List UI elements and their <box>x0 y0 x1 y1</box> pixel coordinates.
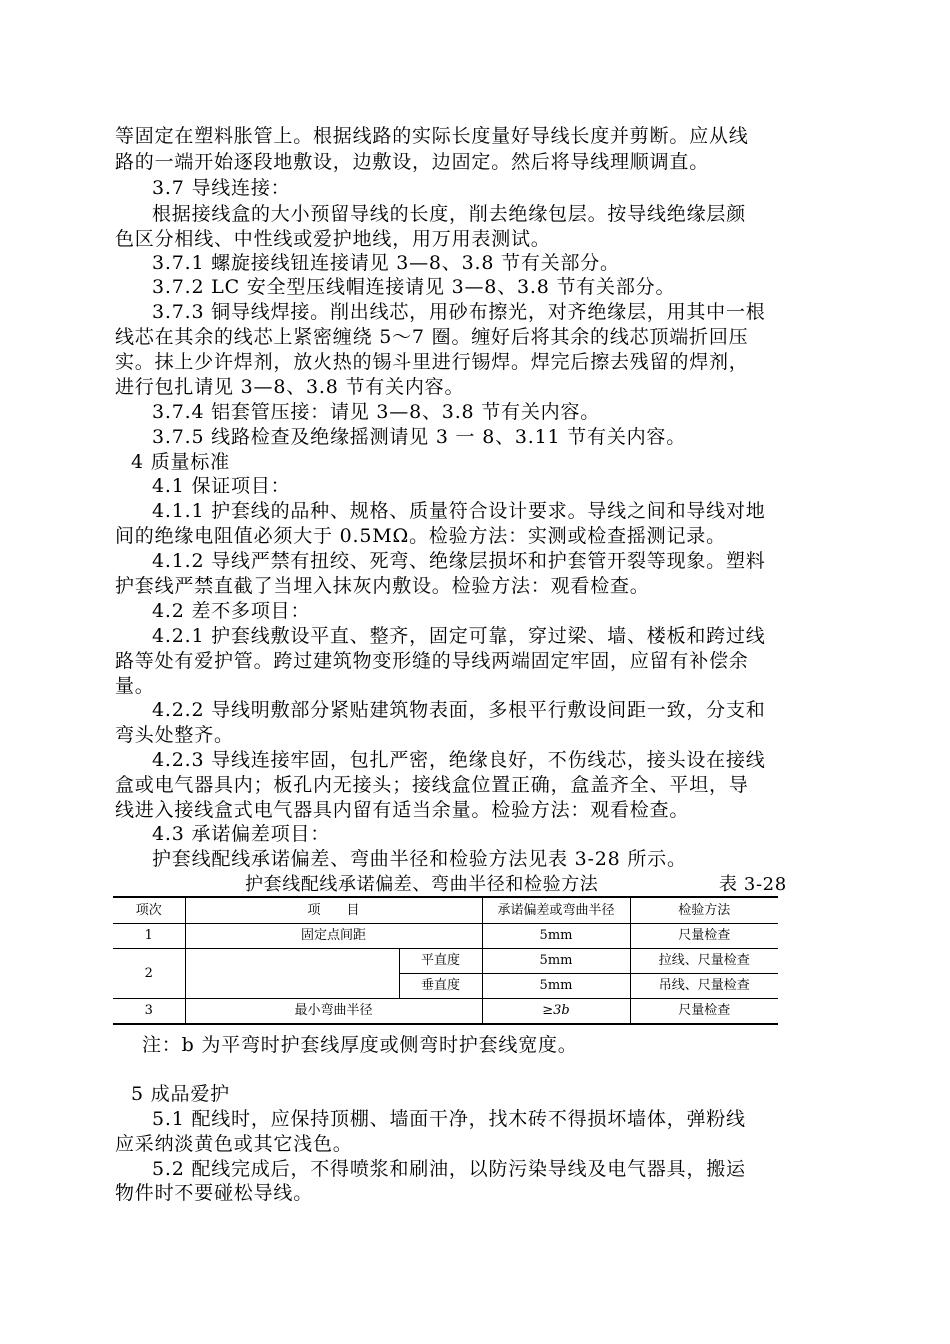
header-cell: 承诺偏差或弯曲半径 <box>482 897 630 924</box>
header-cell: 项次 <box>113 897 185 924</box>
table-cell: 尺量检查 <box>630 924 778 949</box>
paragraph-line: 4.1.1 护套线的品种、规格、质量符合设计要求。导线之间和导线对地 <box>152 500 766 522</box>
chapter-heading: 5 成品爱护 <box>131 1083 230 1105</box>
paragraph-line: 5.2 配线完成后，不得喷浆和刷油，以防污染导线及电气器具，搬运 <box>152 1158 746 1180</box>
table-cell: 5mm <box>482 974 630 999</box>
paragraph-line: 护套线严禁直截了当埋入抹灰内敷设。检验方法：观看检查。 <box>115 575 650 597</box>
section-heading: 3.7 导线连接： <box>152 177 291 199</box>
paragraph-line: 等固定在塑料胀管上。根据线路的实际长度量好导线长度并剪断。应从线 <box>115 125 749 147</box>
table-cell: 5mm <box>482 924 630 949</box>
paragraph-line: 3.7.4 铝套管压接：请见 3—8、3.8 节有关内容。 <box>152 401 601 423</box>
header-cell: 检验方法 <box>630 897 778 924</box>
table-cell: 3 <box>113 999 185 1025</box>
table-row <box>113 999 778 1025</box>
paragraph-line: 实。抹上少许焊剂，放火热的锡斗里进行锡焊。焊完后擦去残留的焊剂， <box>115 351 749 373</box>
paragraph-line: 根据接线盒的大小预留导线的长度，削去绝缘包层。按导线绝缘层颜 <box>152 203 747 225</box>
paragraph-line: 4.2.1 护套线敷设平直、整齐，固定可靠，穿过梁、墙、楼板和跨过线 <box>152 625 766 647</box>
paragraph-line: 5.1 配线时，应保持顶棚、墙面干净，找木砖不得损坏墙体，弹粉线 <box>152 1108 746 1130</box>
table-cell: 垂直度 <box>399 974 482 999</box>
table-cell: 最小弯曲半径 <box>185 999 482 1025</box>
paragraph-line: 3.7.2 LC 安全型压线帽连接请见 3—8、3.8 节有关部分。 <box>152 276 676 298</box>
table-cell <box>185 949 399 999</box>
table-cell: 5mm <box>482 949 630 974</box>
paragraph-line: 线芯在其余的线芯上紧密缠绕 5～7 圈。缠好后将其余的线芯顶端折回压 <box>115 326 749 348</box>
paragraph-line: 4.2.3 导线连接牢固，包扎严密，绝缘良好，不伤线芯，接头设在接线 <box>152 749 766 771</box>
paragraph-line: 应采纳淡黄色或其它浅色。 <box>115 1133 353 1155</box>
paragraph-line: 4.2.2 导线明敷部分紧贴建筑物表面，多根平行敷设间距一致，分支和 <box>152 699 766 721</box>
paragraph-line: 路等处有爱护管。跨过建筑物变形缝的导线两端固定牢固，应留有补偿余 <box>115 650 749 672</box>
table-cell: 固定点间距 <box>185 924 482 949</box>
paragraph-line: 色区分相线、中性线或爱护地线，用万用表测试。 <box>115 228 551 250</box>
paragraph-line: 线进入接线盒式电气器具内留有适当余量。检验方法：观看检查。 <box>115 799 690 821</box>
paragraph-line: 3.7.3 铜导线焊接。削出线芯，用砂布擦光，对齐绝缘层，用其中一根 <box>152 301 766 323</box>
table-cell: 尺量检查 <box>630 999 778 1025</box>
paragraph-line: 物件时不要碰松导线。 <box>115 1182 314 1204</box>
paragraph-line: 间的绝缘电阻值必须大于 0.5MΩ。检验方法：实测或检查摇测记录。 <box>115 525 726 547</box>
header-cell: 项 目 <box>185 897 482 924</box>
paragraph-line: 3.7.5 线路检查及绝缘摇测请见 3 一 8、3.11 节有关内容。 <box>152 426 687 448</box>
paragraph-line: 3.7.1 螺旋接线钮连接请见 3—8、3.8 节有关部分。 <box>152 252 620 274</box>
section-heading: 4.2 差不多项目： <box>152 600 311 622</box>
tolerance-table <box>113 896 778 1025</box>
table-cell: 拉线、尺量检查 <box>630 949 778 974</box>
paragraph-line: 进行包扎请见 3—8、3.8 节有关内容。 <box>115 376 465 398</box>
table-note: 注：b 为平弯时护套线厚度或侧弯时护套线宽度。 <box>142 1034 578 1056</box>
table-row <box>113 924 778 949</box>
table-cell: ≥3b <box>482 999 630 1025</box>
table-cell: 平直度 <box>399 949 482 974</box>
section-heading: 4.3 承诺偏差项目： <box>152 823 331 845</box>
table-title: 护套线配线承诺偏差、弯曲半径和检验方法 <box>245 874 599 895</box>
table-cell: 吊线、尺量检查 <box>630 974 778 999</box>
paragraph-line: 护套线配线承诺偏差、弯曲半径和检验方法见表 3-28 所示。 <box>152 848 687 870</box>
table-number: 表 3-28 <box>719 874 787 895</box>
table-cell: 1 <box>113 924 185 949</box>
paragraph-line: 量。 <box>115 675 155 697</box>
paragraph-line: 盒或电气器具内；板孔内无接头；接线盒位置正确，盒盖齐全、平坦，导 <box>115 774 749 796</box>
section-heading: 4.1 保证项目： <box>152 475 291 497</box>
paragraph-line: 4.1.2 导线严禁有扭绞、死弯、绝缘层损坏和护套管开裂等现象。塑料 <box>152 550 766 572</box>
paragraph-line: 路的一端开始逐段地敷设，边敷设，边固定。然后将导线理顺调直。 <box>115 151 710 173</box>
chapter-heading: 4 质量标准 <box>131 451 230 473</box>
table-row <box>113 949 778 974</box>
table-header-row <box>113 897 778 924</box>
paragraph-line: 弯头处整齐。 <box>115 724 234 746</box>
table-cell: 2 <box>113 949 185 999</box>
